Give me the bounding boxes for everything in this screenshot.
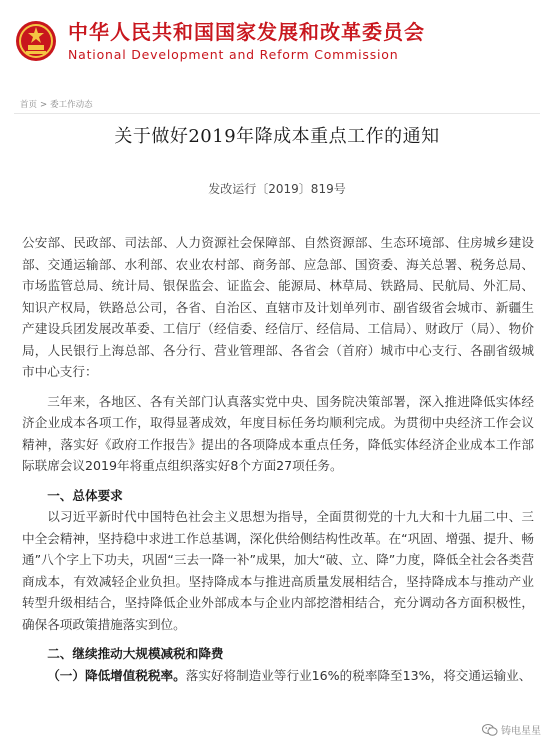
divider xyxy=(14,113,540,114)
section-1-body: 以习近平新时代中国特色社会主义思想为指导，全面贯彻党的十九大和十九届二中、三中全会精神，坚持稳中求进工作总基调，深化供给侧结构性改革。在“巩固、增强、提升、畅通”八个字上下功夫，巩固“三去一降一补”成果，加大“破、立、降”力度，降低全社会各类营商成本，有效减轻企业负担。坚持降成本与推进高质量发展相结合，坚持降成本与推动产业转型升级相结合，坚持降低企业外部成本与企业内部挖潜相结合，充分调动各方面积极性，确保各项政策措施落实到位。 xyxy=(22,509,534,632)
subsection-heading: （一）降低增值税税率。 xyxy=(47,667,186,683)
breadcrumb-home-link[interactable]: 首页 xyxy=(20,100,38,110)
section-2-subsection xyxy=(22,665,534,687)
page-title: 关于做好2019年降成本重点工作的通知 xyxy=(114,126,440,147)
wechat-icon xyxy=(482,723,498,737)
document-number: 发改运行〔2019〕819号 xyxy=(208,182,346,196)
org-name-en: National Development and Reform Commission xyxy=(68,46,399,62)
watermark-text: 铸电星星 xyxy=(501,726,541,737)
breadcrumb-separator: > xyxy=(40,100,48,110)
section-2-heading: 二、继续推动大规模减税和降费 xyxy=(47,646,224,661)
section-1-heading: 一、总体要求 xyxy=(47,487,123,503)
breadcrumb xyxy=(20,98,93,110)
addressees: 公安部、民政部、司法部、人力资源社会保障部、自然资源部、生态环境部、住房城乡建设部、交通运输部、水利部、农业农村部、商务部、应急部、国资委、海关总署、税务总局、市场监管总局、统计局、银保监会、证监会、能源局、林草局、铁路局、民航局、外汇局、知识产权局，铁路总公司，各省、自治区、直辖市及计划单列市、副省级省会城市、新疆生产建设兵团发展改革委、工信厅（经信委、经信厅、经信局、工信局）、财政厅（局）、物价局，人民银行上海总部、各分行、营业管理部、各省会（首府）城市中心支行、各副省级城市中心支行： xyxy=(22,235,534,379)
national-emblem-icon xyxy=(14,19,58,63)
site-header xyxy=(0,0,554,82)
wechat-watermark xyxy=(479,721,544,738)
org-name-cn: 中华人民共和国国家发展和改革委员会 xyxy=(68,19,425,44)
intro-paragraph: 三年来，各地区、各有关部门认真落实党中央、国务院决策部署，深入推进降低实体经济企业成本各项工作，取得显著成效，年度目标任务均顺利完成。为贯彻中央经济工作会议精神，落实好《政府工作报告》提出的各项降成本重点任务，降低实体经济企业成本工作部际联席会议2019年将重点组织落实好8个方面27项任务。 xyxy=(22,393,534,473)
article-body xyxy=(22,232,534,686)
subsection-body: 落实好将制造业等行业16%的税率降至13%，将交通运输业、 xyxy=(185,667,532,683)
breadcrumb-section-link[interactable]: 委工作动态 xyxy=(50,100,93,110)
